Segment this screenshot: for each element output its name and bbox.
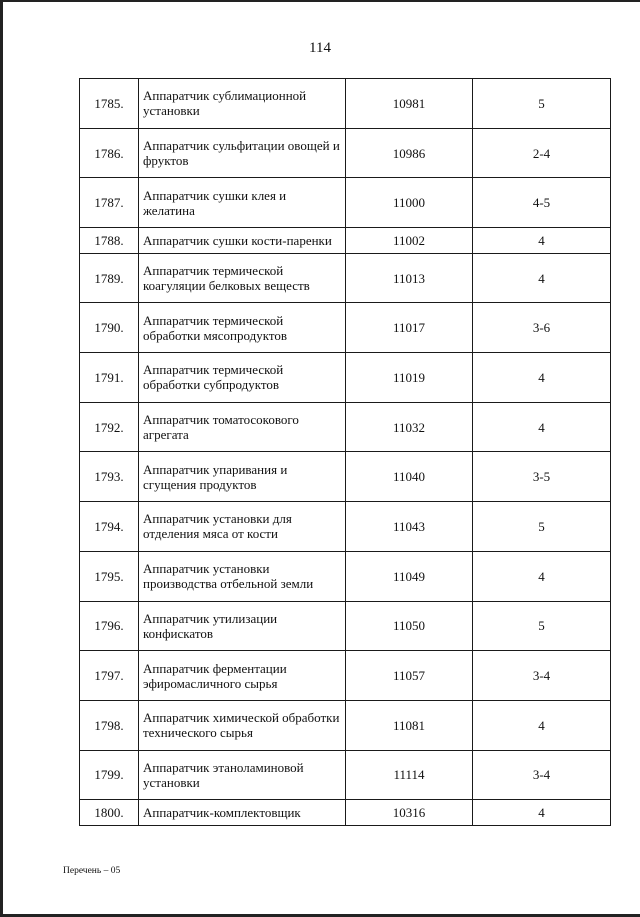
profession-code: 11081	[346, 700, 473, 750]
table-row	[80, 502, 611, 552]
scan-border-left	[0, 0, 3, 917]
profession-name: Аппаратчик утилизации конфискатов	[139, 601, 346, 651]
table-row	[80, 800, 611, 826]
profession-name: Аппаратчик термической обработки мясопродуктов	[139, 303, 346, 353]
table-row	[80, 79, 611, 129]
grade-range: 4	[473, 353, 611, 403]
row-number: 1791.	[80, 353, 139, 403]
table-row	[80, 402, 611, 452]
profession-code: 11017	[346, 303, 473, 353]
footer-label: Перечень – 05	[63, 866, 121, 876]
grade-range: 3-4	[473, 750, 611, 800]
profession-name: Аппаратчик сушки кости-паренки	[139, 228, 346, 254]
profession-name: Аппаратчик термической обработки субпродуктов	[139, 353, 346, 403]
profession-name: Аппаратчик термической коагуляции белковых веществ	[139, 253, 346, 303]
profession-code: 11057	[346, 651, 473, 701]
profession-code: 11002	[346, 228, 473, 254]
row-number: 1787.	[80, 178, 139, 228]
profession-code: 11019	[346, 353, 473, 403]
row-number: 1797.	[80, 651, 139, 701]
profession-code: 11050	[346, 601, 473, 651]
profession-code: 11049	[346, 551, 473, 601]
profession-code: 10986	[346, 128, 473, 178]
profession-name: Аппаратчик томатосокового агрегата	[139, 402, 346, 452]
profession-name: Аппаратчик установки для отделения мяса от кости	[139, 502, 346, 552]
row-number: 1795.	[80, 551, 139, 601]
profession-code: 11013	[346, 253, 473, 303]
row-number: 1794.	[80, 502, 139, 552]
grade-range: 5	[473, 79, 611, 129]
profession-name: Аппаратчик-комплектовщик	[139, 800, 346, 826]
grade-range: 4	[473, 228, 611, 254]
profession-name: Аппаратчик химической обработки технического сырья	[139, 700, 346, 750]
row-number: 1792.	[80, 402, 139, 452]
table-row	[80, 750, 611, 800]
grade-range: 4	[473, 551, 611, 601]
table-row	[80, 303, 611, 353]
grade-range: 2-4	[473, 128, 611, 178]
profession-code: 11114	[346, 750, 473, 800]
grade-range: 3-5	[473, 452, 611, 502]
profession-code: 11032	[346, 402, 473, 452]
grade-range: 3-6	[473, 303, 611, 353]
grade-range: 5	[473, 502, 611, 552]
row-number: 1785.	[80, 79, 139, 129]
profession-name: Аппаратчик ферментации эфиромасличного сырья	[139, 651, 346, 701]
page-number: 114	[309, 40, 331, 56]
profession-name: Аппаратчик этаноламиновой установки	[139, 750, 346, 800]
grade-range: 3-4	[473, 651, 611, 701]
profession-table	[79, 78, 611, 826]
table-row	[80, 700, 611, 750]
table-row	[80, 353, 611, 403]
profession-code: 10981	[346, 79, 473, 129]
table-row	[80, 452, 611, 502]
table-row	[80, 178, 611, 228]
profession-code: 11000	[346, 178, 473, 228]
grade-range: 5	[473, 601, 611, 651]
grade-range: 4	[473, 700, 611, 750]
row-number: 1786.	[80, 128, 139, 178]
row-number: 1793.	[80, 452, 139, 502]
profession-name: Аппаратчик сублимационной установки	[139, 79, 346, 129]
scan-border-top	[0, 0, 640, 2]
table-row	[80, 551, 611, 601]
table-row	[80, 228, 611, 254]
profession-name: Аппаратчик упаривания и сгущения продуктов	[139, 452, 346, 502]
grade-range: 4	[473, 402, 611, 452]
table-row	[80, 253, 611, 303]
table-row	[80, 651, 611, 701]
grade-range: 4	[473, 253, 611, 303]
row-number: 1800.	[80, 800, 139, 826]
profession-name: Аппаратчик сушки клея и желатина	[139, 178, 346, 228]
profession-name: Аппаратчик установки производства отбельной земли	[139, 551, 346, 601]
table-row	[80, 128, 611, 178]
profession-code: 11043	[346, 502, 473, 552]
row-number: 1796.	[80, 601, 139, 651]
table-body	[80, 79, 611, 826]
row-number: 1788.	[80, 228, 139, 254]
profession-code: 11040	[346, 452, 473, 502]
grade-range: 4-5	[473, 178, 611, 228]
row-number: 1798.	[80, 700, 139, 750]
row-number: 1799.	[80, 750, 139, 800]
profession-code: 10316	[346, 800, 473, 826]
grade-range: 4	[473, 800, 611, 826]
table-row	[80, 601, 611, 651]
profession-name: Аппаратчик сульфитации овощей и фруктов	[139, 128, 346, 178]
row-number: 1790.	[80, 303, 139, 353]
row-number: 1789.	[80, 253, 139, 303]
